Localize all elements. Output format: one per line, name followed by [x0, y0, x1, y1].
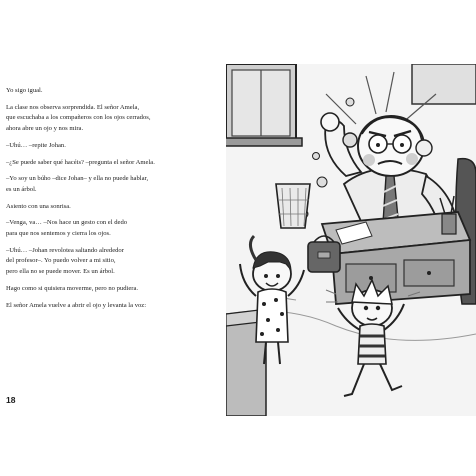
text-line: Yo sigo igual.: [6, 87, 43, 94]
classroom-window: [226, 64, 302, 146]
text-line: –¿Se puede saber qué hacéis? –pregunta el señor Amela.: [6, 158, 155, 166]
text-line: para que nos sentemos y cierra los ojos.: [6, 230, 111, 238]
text-line: es un árbol.: [6, 185, 37, 193]
text-line: Asiento con una sonrisa.: [6, 202, 71, 210]
text-line: –Venga, va… –Nos hace un gesto con el dedo: [6, 219, 128, 227]
text-line: Hago como si quisiera moverme, pero no pudiera.: [6, 284, 139, 292]
text-line: que escuchaba a los compañeros con los ojos cerrados,: [6, 114, 151, 122]
text-line: –Uhú… –Johan revolotea saltando alrededor: [6, 246, 124, 254]
text-line: ahora abre un ojo y nos mira.: [6, 124, 84, 132]
text-line: El señor Amela vuelve a abrir el ojo y levanta la voz:: [6, 301, 147, 309]
wastebasket: [276, 184, 310, 228]
text-line: –Yo soy un búho –dice Johan– y ella no puede hablar,: [6, 175, 149, 183]
text-line: pero ella no se puede mover. Es un árbol.: [6, 268, 115, 276]
classroom-illustration: [226, 64, 476, 416]
page-number: 18: [6, 395, 16, 405]
schoolbag: [308, 236, 340, 272]
story-text: [6, 86, 220, 311]
left-page: [0, 0, 228, 476]
text-line: –Uhú… –repite Johan.: [6, 141, 66, 149]
text-line: La clase nos observa sorprendida. El señor Amela,: [6, 103, 140, 111]
text-line: del profesor–. Yo puedo volver a mi sitio,: [6, 257, 116, 265]
